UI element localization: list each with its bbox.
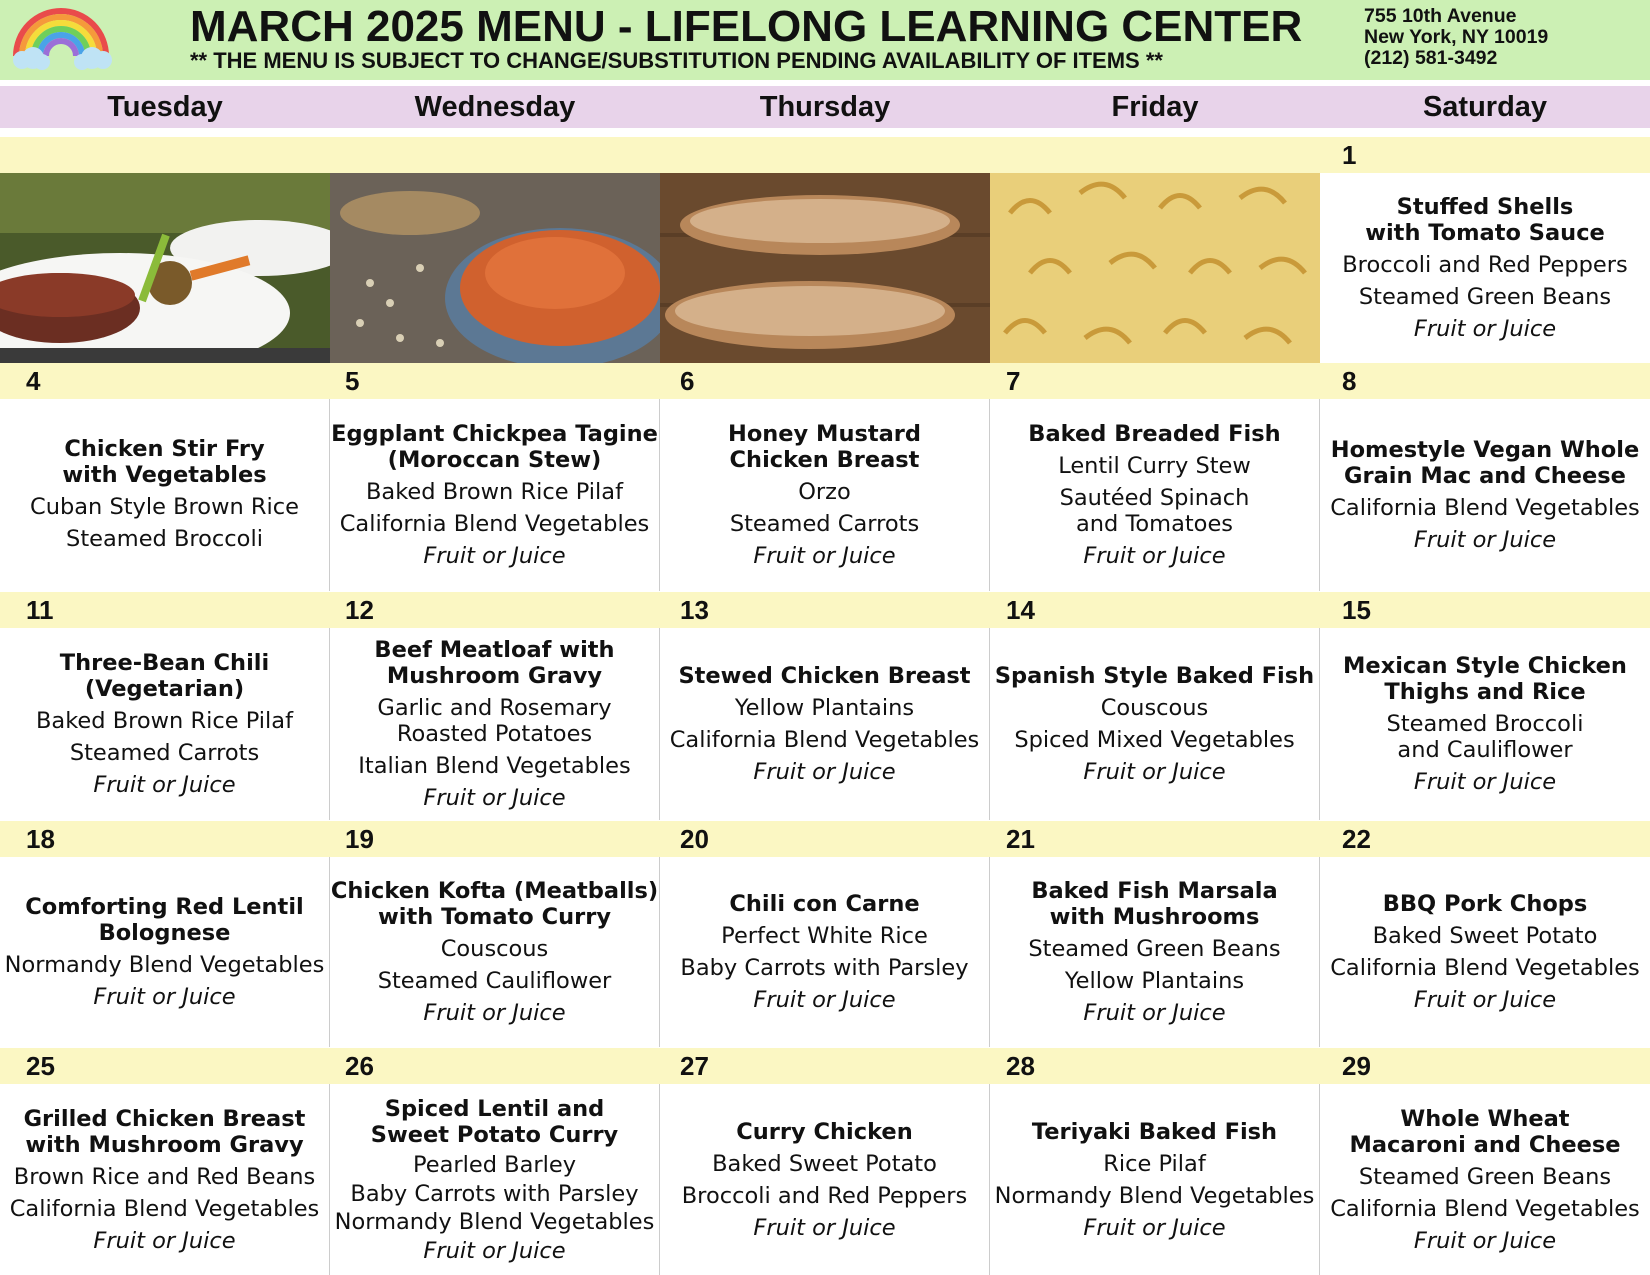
menu-cell — [990, 399, 1320, 591]
main-dish: Stuffed Shells with Tomato Sauce — [1365, 194, 1605, 246]
date-number: 27 — [680, 1051, 709, 1081]
date-number: 22 — [1342, 824, 1371, 854]
menu-cell — [330, 628, 660, 820]
menu-cell — [660, 857, 990, 1047]
main-dish: Chicken Stir Fry with Vegetables — [62, 435, 267, 488]
main-dish: Homestyle Vegan Whole Grain Mac and Cheese — [1330, 437, 1640, 489]
menu-cell — [0, 1084, 330, 1275]
date-row — [0, 821, 1650, 857]
menu-cell — [330, 857, 660, 1047]
menu-cell — [990, 628, 1320, 820]
fruit-option: Fruit or Juice — [1413, 769, 1557, 795]
main-dish: Baked Fish Marsala with Mushrooms — [1031, 878, 1278, 930]
date-number: 14 — [1006, 595, 1035, 625]
date-number: 13 — [680, 595, 709, 625]
day-wednesday: Wednesday — [414, 91, 576, 123]
fruit-option: Fruit or Juice — [1413, 1227, 1557, 1254]
side-dish: Broccoli and Red Peppers — [681, 1182, 968, 1209]
address-phone: (212) 581-3492 — [1364, 47, 1498, 69]
date-number: 7 — [1006, 366, 1021, 396]
side-dish: California Blend Vegetables — [669, 727, 980, 753]
fruit-option: Fruit or Juice — [1083, 543, 1226, 569]
side-dish: California Blend Vegetables — [339, 511, 650, 537]
address-city: New York, NY 10019 — [1364, 26, 1549, 48]
main-dish: Baked Breaded Fish — [1028, 421, 1281, 447]
side-dish: Steamed Cauliflower — [377, 968, 612, 994]
side-dish: Yellow Plantains — [734, 695, 915, 721]
fruit-option: Fruit or Juice — [1413, 316, 1557, 342]
side-dish: Normandy Blend Vegetables — [4, 952, 325, 978]
menu-cell — [990, 1084, 1320, 1275]
main-dish: Eggplant Chickpea Tagine (Moroccan Stew) — [331, 421, 658, 473]
side-dish: Orzo — [798, 479, 851, 505]
date-row — [0, 137, 1650, 173]
side-dish: Broccoli and Red Peppers — [1342, 252, 1628, 278]
date-row — [0, 592, 1650, 628]
page-subtitle: ** THE MENU IS SUBJECT TO CHANGE/SUBSTITUTION PENDING AVAILABILITY OF ITEMS ** — [190, 48, 1163, 73]
center-address — [1364, 6, 1644, 69]
fruit-option: Fruit or Juice — [93, 984, 236, 1010]
page-title: MARCH 2025 MENU - LIFELONG LEARNING CENTER — [190, 2, 1303, 51]
date-number: 1 — [1342, 140, 1357, 170]
main-dish: Chicken Kofta (Meatballs) with Tomato Curry — [330, 878, 659, 930]
side-dish: Steamed Carrots — [69, 740, 260, 766]
side-dish: Baked Brown Rice Pilaf — [365, 479, 624, 505]
side-dish: Yellow Plantains — [1064, 968, 1245, 994]
date-number: 25 — [26, 1051, 55, 1081]
date-number: 26 — [345, 1051, 374, 1081]
menu-cell — [1320, 628, 1650, 820]
main-dish: Whole Wheat Macaroni and Cheese — [1349, 1105, 1621, 1158]
fruit-option: Fruit or Juice — [93, 772, 236, 798]
address-street: 755 10th Avenue — [1364, 5, 1517, 27]
main-dish: BBQ Pork Chops — [1382, 891, 1588, 917]
date-number: 28 — [1006, 1051, 1035, 1081]
side-dish: Baby Carrots with Parsley Normandy Blend Vegetables — [334, 1180, 655, 1235]
main-dish: Beef Meatloaf with Mushroom Gravy — [374, 637, 615, 689]
menu-cell — [0, 399, 330, 591]
main-dish: Spiced Lentil and Sweet Potato Curry — [370, 1095, 619, 1148]
main-dish: Stewed Chicken Breast — [678, 663, 971, 689]
spice-bowl-photo — [330, 173, 660, 363]
side-dish: Steamed Broccoli and Cauliflower — [1386, 711, 1584, 763]
fruit-option: Fruit or Juice — [753, 543, 896, 569]
fruit-option: Fruit or Juice — [1083, 1000, 1226, 1026]
side-dish: Garlic and Rosemary Roasted Potatoes — [377, 695, 612, 747]
main-dish: Comforting Red Lentil Bolognese — [25, 894, 304, 946]
side-dish: Brown Rice and Red Beans — [13, 1163, 316, 1190]
side-dish: California Blend Vegetables — [1330, 495, 1640, 521]
menu-cell — [660, 628, 990, 820]
menu-cell — [1320, 173, 1650, 363]
main-dish: Curry Chicken — [736, 1118, 913, 1145]
main-dish: Chili con Carne — [729, 891, 920, 917]
side-dish: Couscous — [440, 936, 549, 962]
fruit-option: Fruit or Juice — [753, 987, 896, 1013]
side-dish: Couscous — [1100, 695, 1209, 721]
menu-cell — [1320, 1084, 1650, 1275]
main-dish: Grilled Chicken Breast with Mushroom Gravy — [23, 1105, 306, 1158]
fruit-option: Fruit or Juice — [423, 1237, 566, 1264]
side-dish: Italian Blend Vegetables — [358, 753, 631, 779]
date-number: 29 — [1342, 1051, 1371, 1081]
day-tuesday: Tuesday — [107, 91, 223, 123]
main-dish: Spanish Style Baked Fish — [994, 663, 1315, 689]
side-dish: Spiced Mixed Vegetables — [1014, 727, 1295, 753]
menu-cell — [1320, 857, 1650, 1047]
side-dish: Steamed Green Beans — [1028, 936, 1281, 962]
fruit-option: Fruit or Juice — [423, 1000, 566, 1026]
side-dish: Sautéed Spinach and Tomatoes — [1059, 485, 1250, 537]
side-dish: Steamed Broccoli — [66, 525, 263, 552]
main-dish: Honey Mustard Chicken Breast — [727, 421, 921, 473]
date-number: 4 — [26, 366, 41, 396]
day-friday: Friday — [1111, 91, 1199, 123]
date-number: 21 — [1006, 824, 1035, 854]
fruit-option: Fruit or Juice — [1413, 527, 1557, 553]
side-dish: California Blend Vegetables — [1330, 955, 1640, 981]
side-dish: Pearled Barley — [412, 1151, 577, 1178]
fruit-option: Fruit or Juice — [1083, 759, 1226, 785]
fruit-option: Fruit or Juice — [753, 1214, 896, 1241]
day-saturday: Saturday — [1422, 91, 1548, 123]
steak-plate-photo — [0, 173, 330, 363]
baguette-photo — [660, 173, 990, 363]
weekday-header — [0, 86, 1650, 128]
date-number: 15 — [1342, 595, 1371, 625]
day-thursday: Thursday — [759, 91, 891, 123]
side-dish: Normandy Blend Vegetables — [994, 1182, 1315, 1209]
date-number: 20 — [680, 824, 709, 854]
side-dish: Steamed Green Beans — [1358, 284, 1612, 310]
side-dish: Baked Brown Rice Pilaf — [35, 708, 294, 734]
fruit-option: Fruit or Juice — [753, 759, 896, 785]
macaroni-photo — [990, 173, 1320, 363]
side-dish: Steamed Carrots — [729, 511, 920, 537]
side-dish: Rice Pilaf — [1103, 1150, 1206, 1177]
main-dish: Mexican Style Chicken Thighs and Rice — [1343, 653, 1627, 705]
main-dish: Teriyaki Baked Fish — [1031, 1118, 1278, 1145]
side-dish: Steamed Green Beans — [1358, 1163, 1612, 1190]
menu-cell — [1320, 399, 1650, 591]
fruit-option: Fruit or Juice — [93, 1227, 236, 1254]
date-number: 5 — [345, 366, 360, 396]
date-number: 6 — [680, 366, 695, 396]
menu-cell — [330, 399, 660, 591]
date-row — [0, 1048, 1650, 1084]
fruit-option: Fruit or Juice — [1083, 1214, 1226, 1241]
side-dish: California Blend Vegetables — [9, 1195, 320, 1222]
fruit-option: Fruit or Juice — [423, 785, 566, 811]
side-dish: Cuban Style Brown Rice — [30, 493, 299, 520]
menu-cell — [0, 628, 330, 820]
date-number: 11 — [26, 595, 54, 625]
side-dish: Lentil Curry Stew — [1058, 453, 1251, 479]
side-dish: Perfect White Rice — [721, 923, 928, 949]
date-number: 19 — [345, 824, 374, 854]
side-dish: California Blend Vegetables — [1330, 1195, 1640, 1222]
menu-cell — [330, 1084, 660, 1275]
rainbow-icon — [6, 4, 116, 70]
menu-cell — [990, 857, 1320, 1047]
date-number: 18 — [26, 824, 55, 854]
menu-cell — [660, 1084, 990, 1275]
page-header — [0, 0, 1650, 80]
menu-cell — [0, 857, 330, 1047]
main-dish: Three-Bean Chili (Vegetarian) — [59, 650, 270, 702]
side-dish: Baked Sweet Potato — [1372, 923, 1598, 949]
side-dish: Baby Carrots with Parsley — [680, 955, 969, 981]
date-number: 8 — [1342, 366, 1357, 396]
date-number: 12 — [345, 595, 374, 625]
date-row — [0, 363, 1650, 399]
fruit-option: Fruit or Juice — [1413, 987, 1557, 1013]
side-dish: Baked Sweet Potato — [712, 1150, 937, 1177]
fruit-option: Fruit or Juice — [423, 543, 566, 569]
menu-cell — [660, 399, 990, 591]
